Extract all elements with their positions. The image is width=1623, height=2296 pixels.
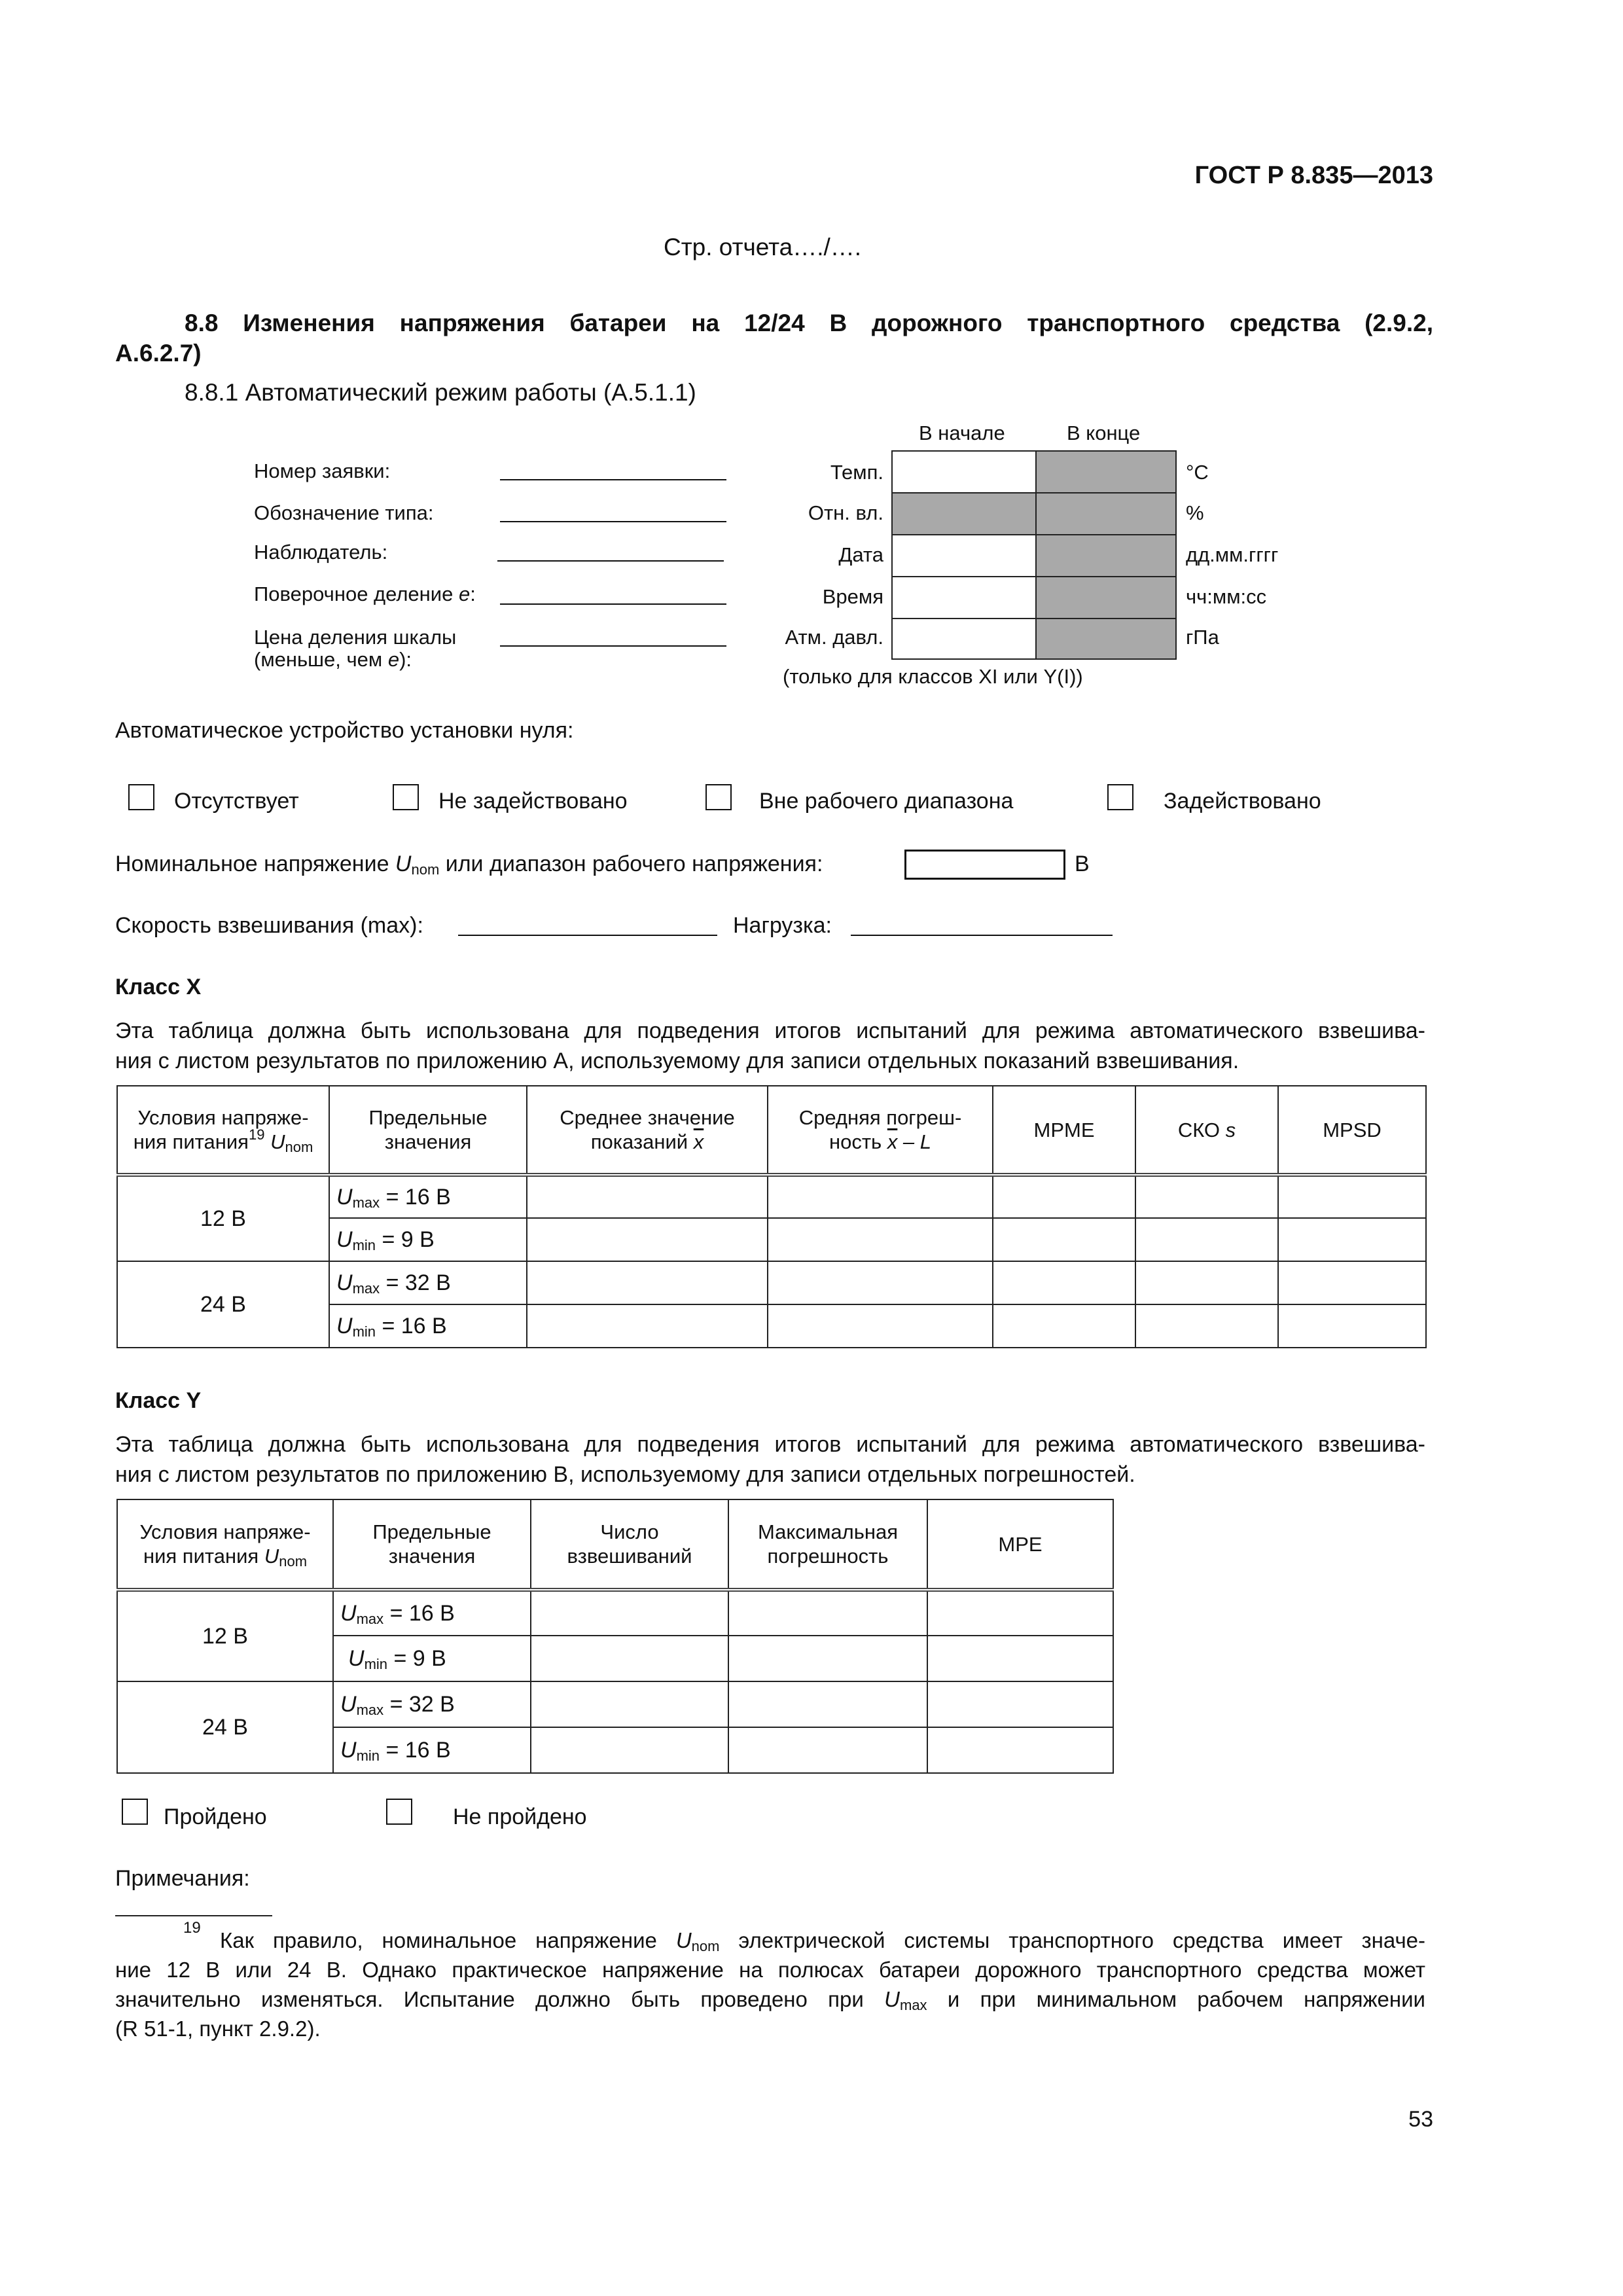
header-mean (527, 1086, 768, 1175)
cell-mpme[interactable] (993, 1175, 1135, 1218)
unit-temp: °C (1186, 461, 1209, 484)
nom-subscript: nom (279, 1553, 308, 1570)
min-subscript: min (352, 1237, 376, 1253)
conditions-grid (891, 450, 1177, 660)
cell-mpme[interactable] (993, 1304, 1135, 1348)
temp-start-cell[interactable] (893, 452, 1037, 493)
u-symbol: U (348, 1646, 365, 1671)
cell-sko[interactable] (1135, 1175, 1278, 1218)
type-designation-line[interactable] (500, 521, 726, 522)
header-mpsd: MPSD (1278, 1086, 1426, 1175)
header-limits-line2: значения (384, 1130, 472, 1153)
limit-umin (329, 1304, 527, 1348)
s-symbol: s (1225, 1118, 1236, 1141)
observer-line[interactable] (497, 560, 724, 562)
header-limits (329, 1086, 527, 1175)
cell-count[interactable] (531, 1636, 728, 1681)
pressure-start-cell[interactable] (893, 619, 1037, 658)
subsection-heading: 8.8.1 Автоматический режим работы (А.5.1.1) (185, 379, 696, 406)
limit-value: = 9 В (393, 1646, 446, 1671)
load-label: Нагрузка: (733, 913, 832, 938)
scale-division-label: Цена деления шкалы (254, 626, 457, 649)
verification-division-line[interactable] (500, 603, 726, 605)
cell-max-error[interactable] (728, 1636, 927, 1681)
header-limits-line1: Предельные (372, 1520, 491, 1543)
footnote-line1-b: электрической системы транспортного средства имеет значе- (719, 1928, 1425, 1952)
limit-umin (329, 1218, 527, 1261)
scale-division-suffix: ): (399, 648, 412, 671)
time-end-cell (1037, 577, 1175, 619)
cond-label-humidity: Отн. вл. (808, 501, 883, 524)
footnote-line1-a: Как правило, номинальное напряжение (220, 1928, 676, 1952)
unit-humidity: % (1186, 501, 1204, 524)
min-subscript: min (364, 1656, 388, 1672)
cell-mean[interactable] (527, 1304, 768, 1348)
header-limits-line2: значения (388, 1545, 476, 1568)
max-subscript: max (356, 1702, 384, 1718)
header-conditions (117, 1499, 333, 1590)
cell-mpsd[interactable] (1278, 1175, 1426, 1218)
limit-value: = 16 В (389, 1601, 455, 1626)
u-symbol: U (336, 1227, 353, 1252)
cell-max-error[interactable] (728, 1727, 927, 1773)
cell-mpe[interactable] (927, 1590, 1113, 1636)
type-designation-label: Обозначение типа: (254, 501, 434, 524)
humidity-start-cell (893, 493, 1037, 535)
nominal-voltage-label (115, 851, 823, 877)
option-absent-label: Отсутствует (174, 789, 299, 814)
footnote-rule (115, 1915, 272, 1916)
zero-setting-label: Автоматическое устройство установки нуля: (115, 718, 574, 743)
cell-error[interactable] (768, 1304, 993, 1348)
unit-pressure: гПа (1186, 626, 1219, 649)
limit-value: = 16 В (382, 1314, 447, 1338)
limit-umin (333, 1636, 531, 1681)
load-line[interactable] (851, 935, 1113, 936)
max-subscript: max (352, 1194, 380, 1211)
cell-sko[interactable] (1135, 1218, 1278, 1261)
page-number: 53 (1408, 2107, 1433, 2132)
condition-12v: 12 В (117, 1590, 333, 1681)
u-symbol: U (340, 1601, 357, 1626)
cell-mpe[interactable] (927, 1727, 1113, 1773)
cell-mpsd[interactable] (1278, 1218, 1426, 1261)
class-y-description (115, 1429, 1425, 1490)
limit-umax (333, 1681, 531, 1727)
header-limits (333, 1499, 531, 1590)
u-symbol: U (340, 1738, 357, 1763)
max-subscript: max (900, 1997, 927, 2013)
header-conditions-line2: ния питания (133, 1130, 249, 1153)
nom-subscript: nom (285, 1139, 313, 1155)
verification-division-text: Поверочное деление (254, 583, 454, 605)
x-bar-symbol: $\overline{x}$ (693, 1130, 704, 1153)
max-subscript: max (352, 1280, 380, 1297)
cell-max-error[interactable] (728, 1590, 927, 1636)
speed-label: Скорость взвешивания (max): (115, 913, 423, 938)
notes-label: Примечания: (115, 1866, 250, 1891)
header-count-line2: взвешиваний (567, 1545, 692, 1568)
limit-value: = 9 В (382, 1227, 435, 1252)
u-symbol: U (395, 852, 412, 876)
classes-note: (только для классов XI или Y(I)) (783, 665, 1083, 688)
failed-checkbox[interactable] (386, 1799, 412, 1825)
cond-label-date: Дата (838, 543, 883, 566)
observer-label: Наблюдатель: (254, 541, 388, 564)
header-mean-line1: Среднее значение (560, 1106, 735, 1129)
section-heading-cont: А.6.2.7) (115, 340, 202, 367)
header-sko-text: СКО (1177, 1118, 1221, 1141)
class-x-desc-line1: Эта таблица должна быть использована для подведения итогов испытаний для режима автоматического взвешива- (115, 1018, 1425, 1043)
nominal-voltage-prefix: Номинальное напряжение (115, 852, 395, 876)
cell-mpe[interactable] (927, 1636, 1113, 1681)
header-max-error (728, 1499, 927, 1590)
footnote-text (115, 1919, 1425, 2043)
footnote-line4: (R 51-1, пункт 2.9.2). (115, 2017, 321, 2041)
scale-division-label-cont (254, 648, 412, 672)
class-x-table (116, 1085, 1427, 1348)
cond-label-pressure: Атм. давл. (785, 626, 883, 649)
cell-mpsd[interactable] (1278, 1261, 1426, 1304)
class-x-title: Класс X (115, 975, 202, 999)
cell-mpsd[interactable] (1278, 1304, 1426, 1348)
header-count (531, 1499, 728, 1590)
voltage-unit: В (1075, 852, 1090, 876)
option-engaged-label: Задействовано (1164, 789, 1321, 814)
cell-count[interactable] (531, 1727, 728, 1773)
condition-24v: 24 В (117, 1261, 329, 1348)
u-symbol: U (675, 1928, 692, 1952)
footnote-number: 19 (183, 1919, 201, 1937)
scale-division-prefix: (меньше, чем (254, 648, 388, 671)
x-bar-symbol: $\overline{x}$ (887, 1130, 898, 1153)
cell-mean[interactable] (527, 1261, 768, 1304)
u-symbol: U (336, 1314, 353, 1338)
section-heading: 8.8 Изменения напряжения батареи на 12/24 В дорожного транспортного средства (2.9.2, (185, 310, 1433, 336)
application-number-label: Номер заявки: (254, 459, 391, 482)
cell-error[interactable] (768, 1218, 993, 1261)
condition-24v: 24 В (117, 1681, 333, 1773)
humidity-end-cell (1037, 493, 1175, 535)
option-absent-checkbox[interactable] (128, 784, 154, 810)
speed-line[interactable] (458, 935, 717, 936)
header-conditions-line2: ния питания (143, 1545, 259, 1568)
class-y-desc-line2: ния с листом результатов по приложению В, используемому для записи отдельных погрешностей. (115, 1462, 1135, 1487)
u-symbol: U (336, 1185, 353, 1210)
header-mean-line2: показаний (590, 1130, 688, 1153)
cell-mpme[interactable] (993, 1261, 1135, 1304)
cell-mean[interactable] (527, 1175, 768, 1218)
temp-end-cell (1037, 452, 1175, 493)
header-mpme: MPME (993, 1086, 1135, 1175)
cell-mean[interactable] (527, 1218, 768, 1261)
footnote-line2: ние 12 В или 24 В. Однако практическое напряжение на полюсах батареи дорожного транспортного средства может (115, 1958, 1425, 1982)
limit-umax (329, 1261, 527, 1304)
u-symbol: U (884, 1987, 900, 2011)
cell-error[interactable] (768, 1261, 993, 1304)
scale-division-line[interactable] (500, 645, 726, 647)
limit-value: = 32 В (389, 1692, 455, 1717)
date-start-cell[interactable] (893, 535, 1037, 577)
cell-error[interactable] (768, 1175, 993, 1218)
header-error-line1: Средняя погреш- (798, 1106, 962, 1129)
col-start-header: В начале (919, 422, 1005, 444)
cell-sko[interactable] (1135, 1261, 1278, 1304)
nom-subscript: nom (691, 1938, 720, 1954)
limit-value: = 16 В (385, 1185, 451, 1210)
report-page-counter: Стр. отчета…./…. (664, 234, 862, 260)
footnote-line3-b: и при минимальном рабочем напряжении (927, 1987, 1425, 2011)
cell-sko[interactable] (1135, 1304, 1278, 1348)
header-error (768, 1086, 993, 1175)
verification-division-label: Поверочное деление e: (254, 583, 476, 605)
class-x-description (115, 1016, 1425, 1076)
option-not-engaged-checkbox[interactable] (393, 784, 419, 810)
option-out-of-range-checkbox[interactable] (705, 784, 732, 810)
min-subscript: min (356, 1748, 380, 1764)
limit-value: = 16 В (385, 1738, 451, 1763)
header-sko (1135, 1086, 1278, 1175)
minus-l-symbol: – L (897, 1130, 932, 1153)
passed-checkbox[interactable] (122, 1799, 148, 1825)
passed-label: Пройдено (164, 1804, 267, 1829)
class-y-table (116, 1499, 1114, 1774)
option-not-engaged-label: Не задействовано (438, 789, 628, 814)
option-engaged-checkbox[interactable] (1107, 784, 1133, 810)
header-conditions-line1: Условия напряже- (137, 1106, 309, 1129)
max-subscript: max (356, 1611, 384, 1627)
footnote-line3-a: значительно изменяться. Испытание должно быть проведено при (115, 1987, 885, 2011)
header-conditions-line1: Условия напряже- (139, 1520, 311, 1543)
class-x-desc-line2: ния с листом результатов по приложению А, используемому для записи отдельных показаний взвешивания. (115, 1049, 1240, 1073)
pressure-end-cell (1037, 619, 1175, 658)
failed-label: Не пройдено (453, 1804, 587, 1829)
header-error-line2: ность (829, 1130, 882, 1153)
unit-time: чч:мм:сс (1186, 585, 1267, 608)
cell-mpme[interactable] (993, 1218, 1135, 1261)
cond-label-temp: Темп. (830, 461, 883, 484)
u-symbol: U (340, 1692, 357, 1717)
footnote-line1 (115, 1919, 1425, 1955)
class-y-desc-line1: Эта таблица должна быть использована для подведения итогов испытаний для режима автоматического взвешива- (115, 1432, 1425, 1457)
nominal-voltage-input[interactable] (904, 850, 1065, 880)
cell-mpe[interactable] (927, 1681, 1113, 1727)
cell-count[interactable] (531, 1681, 728, 1727)
limit-umin (333, 1727, 531, 1773)
min-subscript: min (352, 1323, 376, 1340)
u-symbol: U (336, 1270, 353, 1295)
class-y-title: Класс Y (115, 1388, 202, 1413)
application-number-line[interactable] (500, 479, 726, 480)
nominal-voltage-suffix: или диапазон рабочего напряжения: (439, 852, 823, 876)
u-symbol: U (270, 1130, 285, 1153)
header-mpe: MPE (927, 1499, 1113, 1590)
e-symbol: e (458, 583, 471, 605)
header-max-error-line1: Максимальная (757, 1520, 899, 1543)
e-symbol: e (387, 648, 400, 671)
header-conditions (117, 1086, 329, 1175)
limit-umax (329, 1175, 527, 1218)
footnote-line3 (115, 1984, 1425, 2014)
col-end-header: В конце (1067, 422, 1141, 444)
header-max-error-line2: погрешность (767, 1545, 889, 1568)
header-count-line1: Число (600, 1520, 659, 1543)
cond-label-time: Время (822, 585, 883, 608)
limit-value: = 32 В (385, 1270, 451, 1295)
header-limits-line1: Предельные (368, 1106, 488, 1129)
u-symbol: U (264, 1545, 279, 1568)
option-out-of-range-label: Вне рабочего диапазона (759, 789, 1014, 814)
cell-count[interactable] (531, 1590, 728, 1636)
time-start-cell[interactable] (893, 577, 1037, 619)
footnote-ref: 19 (248, 1126, 265, 1143)
nom-subscript: nom (411, 861, 440, 878)
standard-number: ГОСТ Р 8.835—2013 (1194, 162, 1433, 189)
condition-12v: 12 В (117, 1175, 329, 1261)
unit-date: дд.мм.гггг (1186, 543, 1279, 566)
cell-max-error[interactable] (728, 1681, 927, 1727)
limit-umax (333, 1590, 531, 1636)
date-end-cell (1037, 535, 1175, 577)
